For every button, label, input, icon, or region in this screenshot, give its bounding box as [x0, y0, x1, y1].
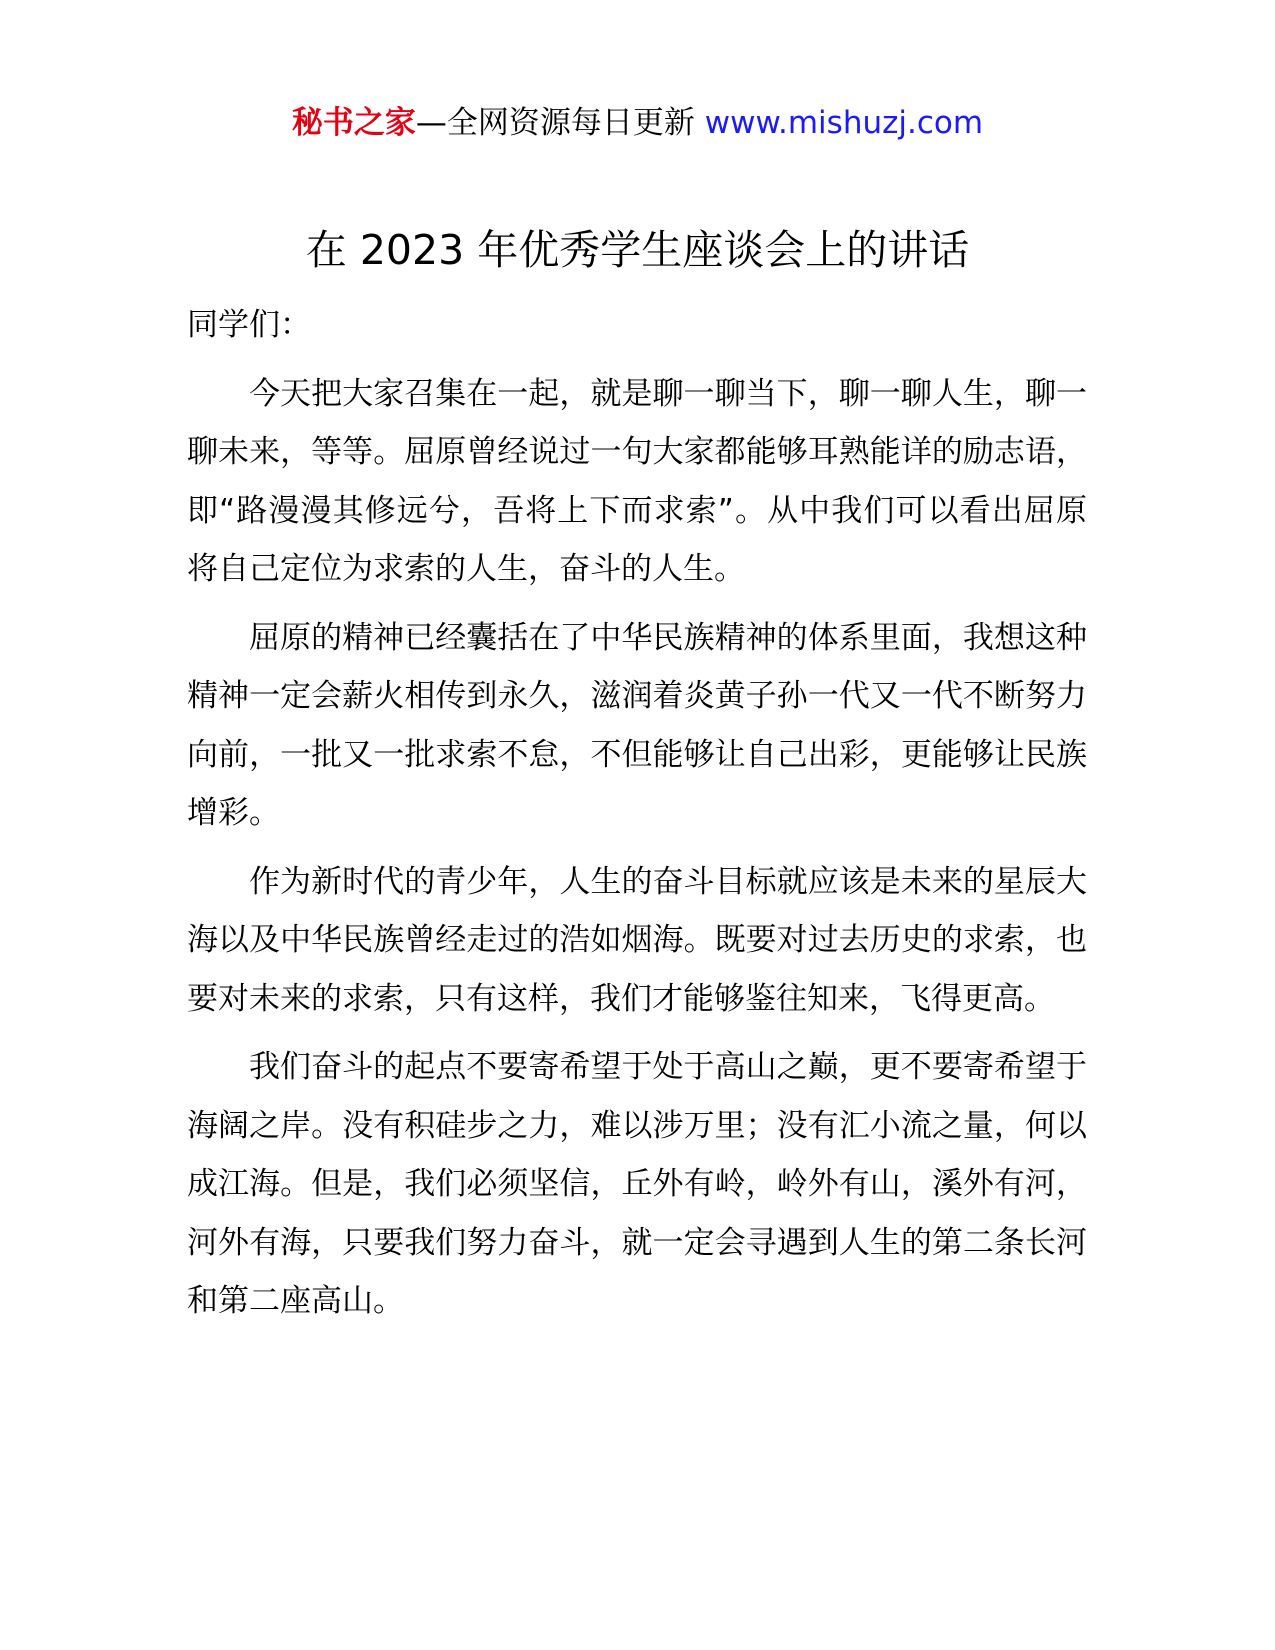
paragraph: 屈原的精神已经囊括在了中华民族精神的体系里面，我想这种精神一定会薪火相传到永久，滋润着炎黄子孙一代又一代不断努力向前，一批又一批求索不怠，不但能够让自己出彩，更能够让民族增彩。: [187, 619, 1087, 831]
page-header: [0, 100, 1275, 146]
salutation: 同学们：: [187, 307, 311, 343]
brand-name: 秘书之家: [291, 105, 416, 141]
paragraph: 我们奋斗的起点不要寄希望于处于高山之巅，更不要寄希望于海阔之岸。没有积硅步之力，难以涉万里；没有汇小流之量，何以成江海。但是，我们必须坚信，丘外有岭，岭外有山，溪外有河，河外有海，只要我们努力奋斗，就一定会寻遇到人生的第二条长河和第二座高山。: [187, 1049, 1087, 1319]
paragraph: 作为新时代的青少年，人生的奋斗目标就应该是未来的星辰大海以及中华民族曾经走过的浩如烟海。既要对过去历史的求索，也要对未来的求索，只有这样，我们才能够鉴往知来，飞得更高。: [187, 863, 1087, 1017]
document-body: [187, 296, 1087, 1341]
header-tagline: —全网资源每日更新: [415, 105, 695, 141]
paragraph: 今天把大家召集在一起，就是聊一聊当下，聊一聊人生，聊一聊未来，等等。屈原曾经说过一句大家都能够耳熟能详的励志语，即“路漫漫其修远兮，吾将上下而求索”。从中我们可以看出屈原将自己定位为求索的人生，奋斗的人生。: [187, 375, 1087, 587]
website-link[interactable]: www.mishuzj.com: [704, 105, 984, 141]
document-title: 在 2023 年优秀学生座谈会上的讲话: [305, 226, 970, 274]
